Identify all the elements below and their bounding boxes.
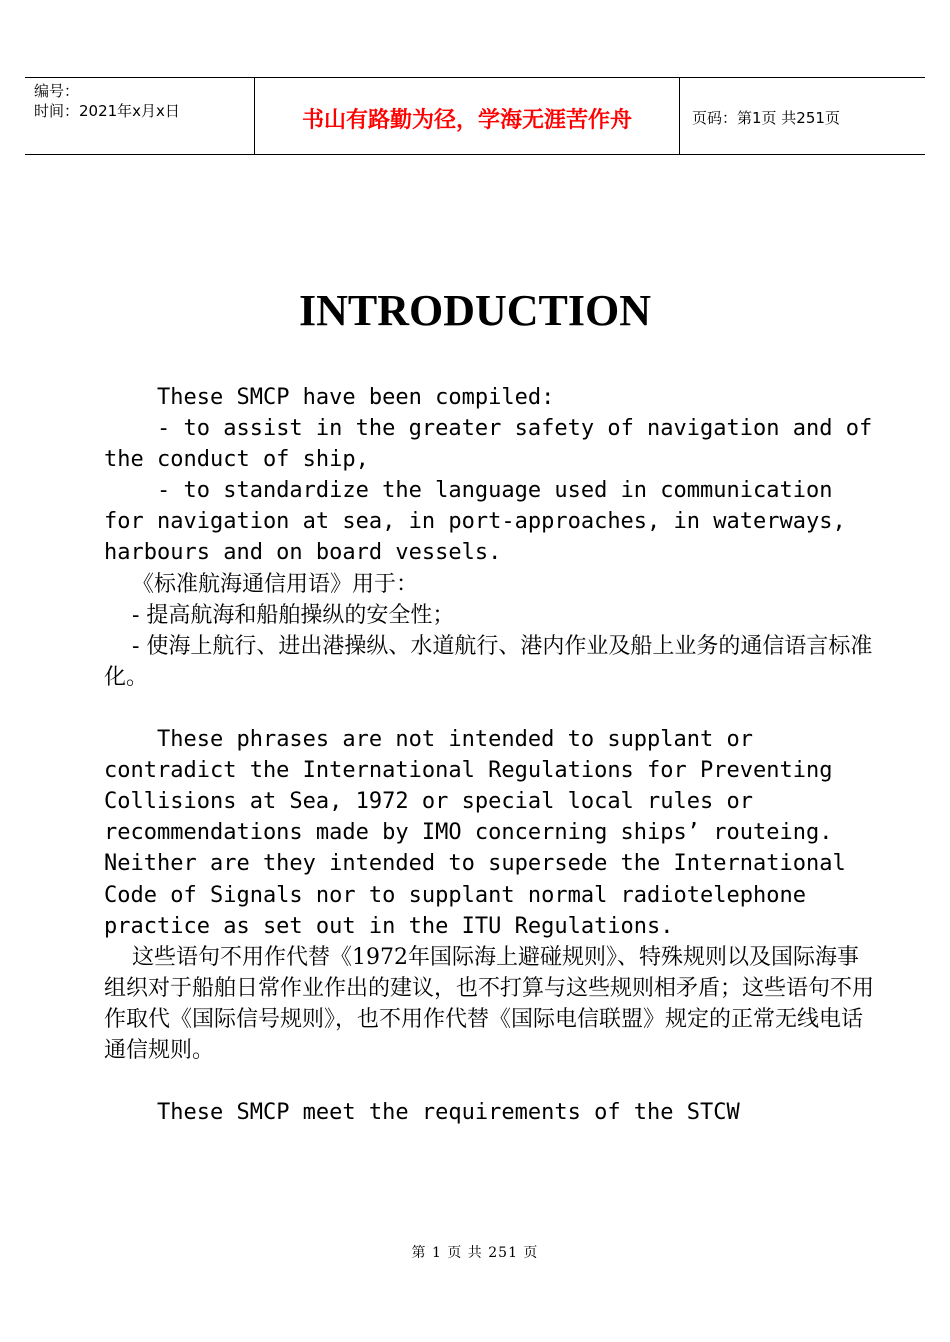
header-motto-cell [254, 78, 680, 154]
blank-line [104, 693, 874, 724]
time-label: 时间：2021年x月x日 [34, 102, 180, 120]
footer-page-number: 第 1 页 共 251 页 [411, 1245, 539, 1261]
header-meta-cell [25, 78, 254, 154]
motto-text: 书山有路勤为径，学海无涯苦作舟 [301, 107, 632, 133]
paragraph: These SMCP have been compiled: [104, 385, 555, 410]
paragraph: 这些语句不用作代替《1972年国际海上避碰规则》、特殊规则以及国际海事组织对于船舶日常作业作出的建议，也不打算与这些规则相矛盾；这些语句不用作取代《国际信号规则》，也不用作代替《国际电信联盟》规定的正常无线电话通信规则。 [104, 944, 875, 1063]
header-table [25, 77, 925, 155]
paragraph: - to assist in the greater safety of navigation and of the conduct of ship, [104, 416, 886, 473]
paragraph: These phrases are not intended to supplant or contradict the International Regulations for Preventing Collisions at Sea, 1972 or special local rules or recommendations made by IMO concerning ships’ routeing. Neither are they intended to supersede the International Code of Signals nor to supplant normal radiotelephone practice as set out in the ITU Regulations. [104, 727, 859, 939]
number-label: 编号： [34, 82, 80, 100]
header-page-cell [680, 78, 925, 154]
document-title: INTRODUCTION [298, 286, 652, 335]
blank-line [104, 1066, 874, 1097]
page-info: 页码：第1页 共251页 [692, 108, 840, 127]
paragraph: - 使海上航行、进出港操纵、水道航行、港内作业及船上业务的通信语言标准化。 [104, 633, 873, 690]
paragraph: 《标准航海通信用语》用于： [104, 571, 418, 597]
page-footer [0, 1242, 950, 1262]
document-body [104, 382, 886, 1128]
paragraph: These SMCP meet the requirements of the STCW [104, 1100, 740, 1126]
paragraph: - 提高航海和船舶操纵的安全性； [104, 602, 455, 628]
paragraph: - to standardize the language used in communication for navigation at sea, in port-approaches, in waterways, harbours and on board vessels. [104, 478, 859, 566]
